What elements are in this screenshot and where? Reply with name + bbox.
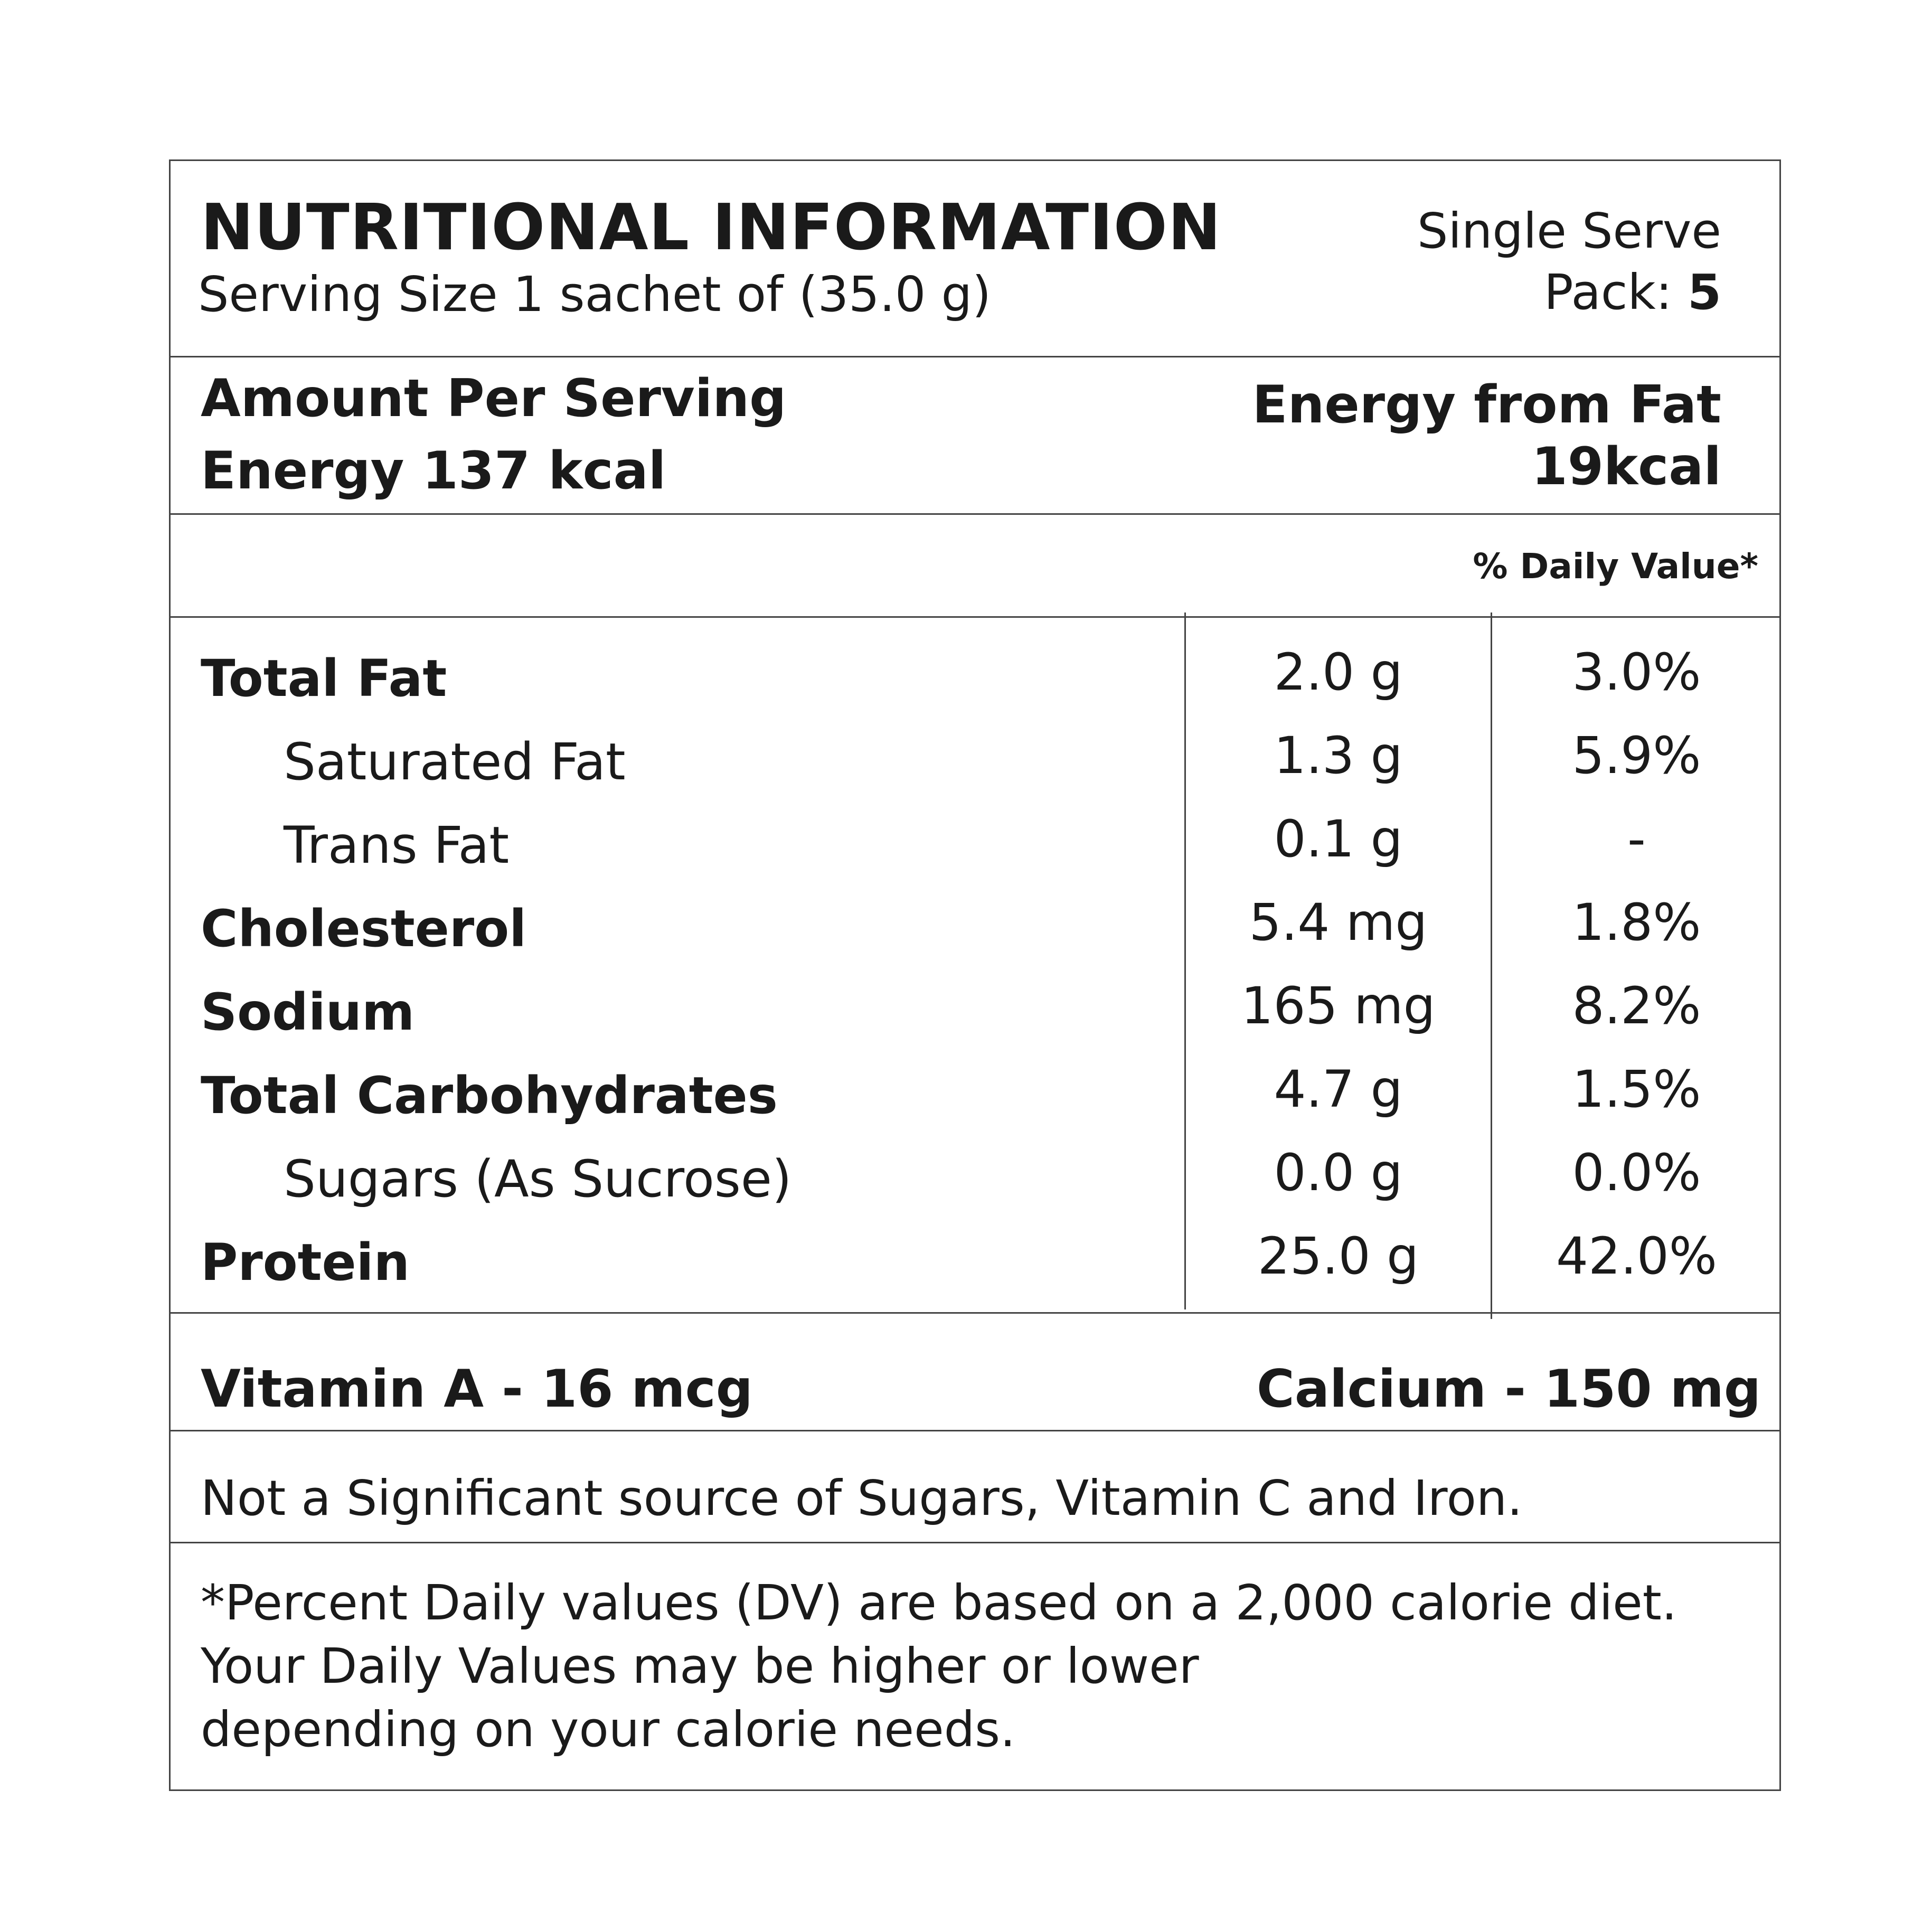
column-divider-dv <box>1491 612 1492 1319</box>
nutrient-amount-cholesterol: 5.4 mg <box>1249 893 1428 952</box>
nutrient-dv-trans-fat: - <box>1627 809 1646 869</box>
nutrient-dv-total-fat: 3.0% <box>1572 643 1701 702</box>
nutrient-amount-total-fat: 2.0 g <box>1274 643 1403 702</box>
daily-value-header: % Daily Value* <box>1473 546 1758 587</box>
nutrient-name-cholesterol: Cholesterol <box>201 899 527 958</box>
nutrient-dv-cholesterol: 1.8% <box>1572 893 1701 952</box>
divider-daily-value <box>169 616 1781 618</box>
footnote-line-2: Your Daily Values may be higher or lower <box>201 1638 1199 1694</box>
nutrient-name-protein: Protein <box>201 1233 410 1292</box>
nutrient-amount-sodium: 165 mg <box>1241 976 1436 1035</box>
vitamin-a: Vitamin A - 16 mcg <box>201 1359 753 1419</box>
divider-not-significant <box>169 1542 1781 1543</box>
nutrient-amount-total-carbohydrates: 4.7 g <box>1274 1060 1403 1119</box>
pack-value: 5 <box>1687 264 1721 321</box>
nutrient-dv-sugars: 0.0% <box>1572 1143 1701 1202</box>
divider-header <box>169 356 1781 357</box>
nutrient-amount-trans-fat: 0.1 g <box>1274 809 1403 869</box>
energy-from-fat-value: 19kcal <box>1531 437 1721 497</box>
calcium: Calcium - 150 mg <box>1256 1359 1761 1419</box>
nutrient-dv-protein: 42.0% <box>1556 1227 1717 1286</box>
label-title: NUTRITIONAL INFORMATION <box>201 191 1222 265</box>
energy-from-fat-label: Energy from Fat <box>1252 375 1721 435</box>
not-significant-note: Not a Significant source of Sugars, Vitamin C and Iron. <box>201 1470 1523 1526</box>
nutrient-dv-total-carbohydrates: 1.5% <box>1572 1060 1701 1119</box>
nutrient-name-trans-fat: Trans Fat <box>284 816 510 875</box>
nutrient-name-sodium: Sodium <box>201 983 415 1042</box>
divider-nutrients <box>169 1312 1781 1314</box>
nutrient-amount-sugars: 0.0 g <box>1274 1143 1403 1202</box>
column-divider-amount <box>1184 612 1186 1309</box>
energy-value: Energy 137 kcal <box>201 441 666 501</box>
divider-vitamins <box>169 1430 1781 1431</box>
amount-per-serving: Amount Per Serving <box>201 369 787 429</box>
pack-count <box>1320 264 1721 321</box>
nutrient-name-saturated-fat: Saturated Fat <box>284 732 626 791</box>
single-serve: Single Serve <box>1417 203 1721 259</box>
footnote-line-1: *Percent Daily values (DV) are based on a 2,000 calorie diet. <box>201 1575 1677 1631</box>
pack-label: Pack: <box>1544 264 1672 321</box>
nutrient-name-sugars: Sugars (As Sucrose) <box>284 1149 792 1209</box>
nutrient-name-total-carbohydrates: Total Carbohydrates <box>201 1066 778 1125</box>
nutrient-amount-saturated-fat: 1.3 g <box>1274 726 1403 785</box>
serving-size: Serving Size 1 sachet of (35.0 g) <box>198 266 991 323</box>
footnote-line-3: depending on your calorie needs. <box>201 1701 1016 1758</box>
nutrient-dv-sodium: 8.2% <box>1572 976 1701 1035</box>
divider-amount <box>169 513 1781 515</box>
nutrient-name-total-fat: Total Fat <box>201 649 447 708</box>
nutrient-dv-saturated-fat: 5.9% <box>1572 726 1701 785</box>
nutrient-amount-protein: 25.0 g <box>1257 1227 1419 1286</box>
